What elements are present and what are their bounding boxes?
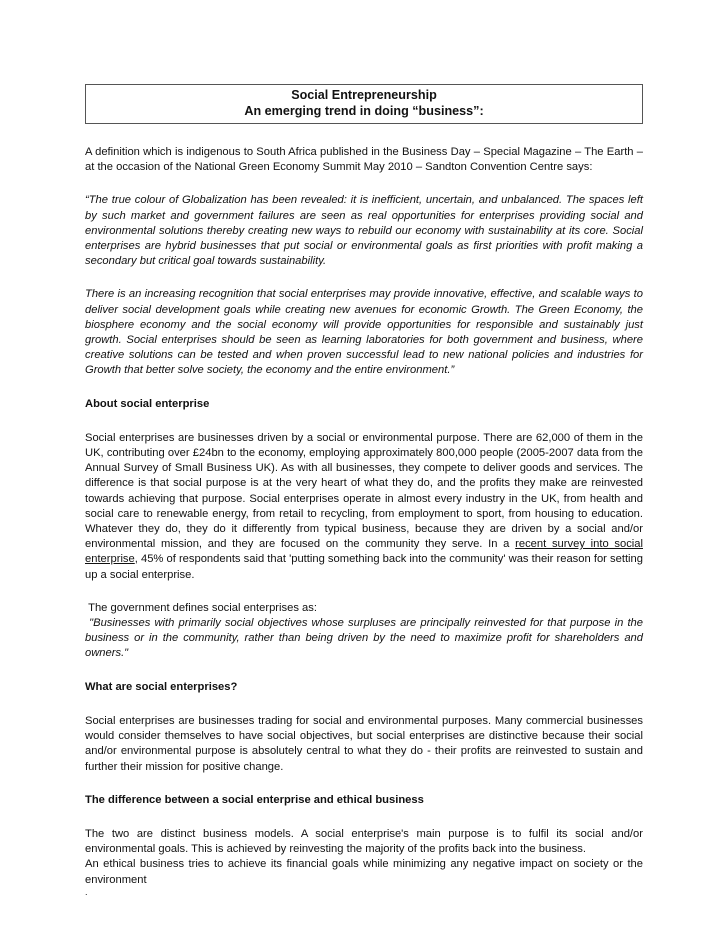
about-text-2: , 45% of respondents said that 'putting something back into the community' was their reason for setting up a social enterprise.	[85, 553, 643, 581]
about-text-1: Social enterprises are businesses driven by a social or environmental purpose. There are 62,000 of them in the UK, contributing over £24bn to the economy, employing approximately 800,000 people (2005-2007 data from the Annual Survey of Small Business UK). As with all businesses, they compete to deliver goods and services. The difference is that social purpose is at the very heart of what they do, and the profits they make are reinvested towards achieving that purpose. Social enterprises operate in almost every industry in the UK, from health and social care to renewable energy, from retail to recycling, from employment to sport, from housing to education. Whatever they do, they do it differently from typical business, because they are driven by a social and/or environmental mission, and they are focused on the community they serve. In a	[85, 431, 643, 551]
about-heading: About social enterprise	[85, 397, 210, 410]
page-title: Social Entrepreneurship	[291, 88, 437, 102]
difference-paragraph-1: The two are distinct business models. A social enterprise's main purpose is to fulfil its social and/or environmental goals. This is achieved by reinvesting the majority of the profits back into the business.	[85, 827, 643, 856]
title-box	[85, 84, 643, 124]
survey-link[interactable]: recent survey into social enterprise	[85, 538, 643, 566]
gov-intro-text: The government defines social enterprises as:	[88, 601, 317, 614]
document-page	[85, 84, 643, 896]
trailing-period: .	[85, 886, 88, 897]
quote-paragraph-2: There is an increasing recognition that social enterprises may provide innovative, effective, and scalable ways to deliver social development goals while creating new avenues for economic Growth. The Green Economy, the biosphere economy and the social economy will provide opportunities for responsible and sustainably just growth. Social enterprises should be seen as learning laboratories for both government and business, where creative solutions can be tested and when proven successful lead to new national policies and industries for Growth that better solve society, the economy and the entire environment.”	[85, 288, 643, 377]
gov-quote-text: "Businesses with primarily social objectives whose surpluses are principally reinvested for that purpose in the business or in the community, rather than being driven by the need to maximize profit for shareholders and owners."	[85, 617, 643, 660]
what-paragraph: Social enterprises are businesses trading for social and environmental purposes. Many commercial businesses would consider themselves to have social objectives, but social enterprises are distinctive because their social and/or environmental purpose is absolutely central to what they do - their profits are reinvested to sustain and further their mission for positive change.	[85, 714, 643, 773]
difference-paragraph-2: An ethical business tries to achieve its financial goals while minimizing any negative impact on society or the environment	[85, 858, 643, 886]
what-heading: What are social enterprises?	[85, 680, 238, 693]
difference-heading: The difference between a social enterprise and ethical business	[85, 793, 424, 806]
government-definition-quote	[85, 616, 643, 662]
about-paragraph	[85, 431, 643, 583]
intro-paragraph: A definition which is indigenous to South Africa published in the Business Day – Special Magazine – The Earth – at the occasion of the National Green Economy Summit May 2010 – Sandton Convention Centre says:	[85, 146, 643, 174]
government-definition-intro	[85, 601, 643, 616]
quote-paragraph-1: “The true colour of Globalization has been revealed: it is inefficient, uncertain, and unbalanced. The spaces left by such market and government failures are seen as real opportunities for enterprises providing social and environmental solutions thereby creating new ways to rebuild our economy with sustainability at its core. Social enterprises are hybrid businesses that put social or environmental goals as first priorities with profit making a secondary but critical goal towards sustainability.	[85, 194, 643, 268]
page-subtitle: An emerging trend in doing “business”:	[244, 103, 484, 118]
